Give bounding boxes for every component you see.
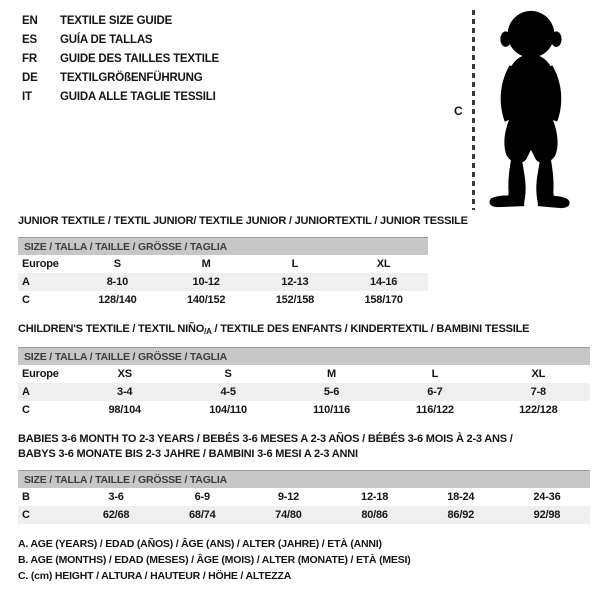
section-babies-textile <box>18 432 590 524</box>
table-row <box>18 383 590 401</box>
table-cell: 140/152 <box>186 294 226 306</box>
table-rows <box>18 255 428 309</box>
row-label: A <box>22 276 30 288</box>
section-title: JUNIOR TEXTILE / TEXTIL JUNIOR/ TEXTILE JUNIOR / JUNIORTEXTIL / JUNIOR TESSILE <box>18 215 468 227</box>
size-tables-content <box>18 214 590 537</box>
table-cell: 3-4 <box>117 386 133 398</box>
table-cell: 4-5 <box>220 386 236 398</box>
table-cell: 80/86 <box>361 509 388 521</box>
children-size-table <box>18 347 590 419</box>
table-cell: L <box>431 368 439 380</box>
table-cell: 110/116 <box>312 404 351 416</box>
section-junior-textile <box>18 214 590 309</box>
title-part: CHILDREN'S TEXTILE / TEXTIL NIÑO <box>18 323 205 335</box>
table-cell: S <box>113 258 121 270</box>
lang-code: EN <box>22 15 38 27</box>
size-table-header: SIZE / TALLA / TAILLE / GRÖSSE / TAGLIA <box>18 347 590 365</box>
measure-dashed-line <box>472 10 475 210</box>
table-row <box>18 255 428 273</box>
table-cell: 152/158 <box>275 294 315 306</box>
section-children-textile <box>18 322 590 419</box>
table-cell: 98/104 <box>108 404 141 416</box>
table-row <box>18 488 590 506</box>
lang-row-en <box>22 12 219 31</box>
table-cell: 6-9 <box>194 491 210 503</box>
row-label: C <box>22 509 30 521</box>
height-measure-figure <box>448 8 580 212</box>
section-title <box>18 432 590 462</box>
table-cell: XS <box>117 368 132 380</box>
table-cell: 86/92 <box>447 509 475 521</box>
table-cell: 5-6 <box>323 386 340 398</box>
table-rows <box>18 488 590 524</box>
table-cell: M <box>327 368 336 380</box>
title-part: / TEXTILE DES ENFANTS / KINDERTEXTIL / BAMBINI TESSILE <box>211 323 530 335</box>
table-cell: 12-13 <box>281 276 309 288</box>
size-table-header: SIZE / TALLA / TAILLE / GRÖSSE / TAGLIA <box>18 237 428 255</box>
lang-row-de <box>22 69 219 88</box>
table-cell: 158/170 <box>364 294 403 306</box>
lang-code: FR <box>22 53 37 65</box>
table-cell: S <box>224 368 232 380</box>
table-cell: 122/128 <box>519 404 558 416</box>
lang-code: DE <box>22 72 38 84</box>
section-title <box>18 322 590 339</box>
table-row <box>18 365 590 383</box>
table-cell: 9-12 <box>277 491 300 503</box>
row-label: B <box>22 491 30 503</box>
table-cell: 68/74 <box>188 509 216 521</box>
table-cell: M <box>201 258 211 270</box>
baby-silhouette-icon <box>481 8 579 212</box>
size-table-header: SIZE / TALLA / TAILLE / GRÖSSE / TAGLIA <box>18 470 590 488</box>
table-cell: 10-12 <box>192 276 220 288</box>
row-label: C <box>22 404 30 416</box>
junior-size-table <box>18 237 428 309</box>
lang-row-fr <box>22 50 219 69</box>
lang-label: GUÍA DE TALLAS <box>60 34 153 46</box>
table-row <box>18 401 590 419</box>
table-cell: 7-8 <box>530 386 546 398</box>
title-line-1: BABIES 3-6 MONTH TO 2-3 YEARS / BEBÉS 3-6 MESES A 2-3 AÑOS / BÉBÉS 3-6 MOIS À 2-3 ANS / <box>18 433 513 445</box>
row-label: Europe <box>22 258 59 270</box>
table-cell: 12-18 <box>361 491 389 503</box>
table-cell: 24-36 <box>533 491 561 503</box>
lang-row-it <box>22 88 219 107</box>
footnote-b: B. AGE (MONTHS) / EDAD (MESES) / ÂGE (MOIS) / ALTER (MONATE) / ETÀ (MESI) <box>18 554 411 566</box>
footnote-c: C. (cm) HEIGHT / ALTURA / HAUTEUR / HÖHE / ALTEZZA <box>18 570 292 582</box>
table-cell: 74/80 <box>275 509 302 521</box>
lang-label: TEXTILE SIZE GUIDE <box>60 15 173 27</box>
table-cell: 18-24 <box>447 491 475 503</box>
table-row <box>18 506 590 524</box>
table-cell: 104/110 <box>209 404 247 416</box>
lang-label: TEXTILGRÖßENFÜHRUNG <box>60 72 203 84</box>
table-row <box>18 291 428 309</box>
table-cell: 92/98 <box>533 509 561 521</box>
lang-code: ES <box>22 34 37 46</box>
row-label: A <box>22 386 30 398</box>
footnote-a: A. AGE (YEARS) / EDAD (AÑOS) / ÂGE (ANS) / ALTER (JAHRE) / ETÀ (ANNI) <box>18 538 382 550</box>
lang-row-es <box>22 31 219 50</box>
footnotes <box>18 536 411 584</box>
babies-size-table <box>18 470 590 524</box>
title-subscript: /A <box>204 327 212 336</box>
lang-label: GUIDA ALLE TAGLIE TESSILI <box>60 91 216 103</box>
table-cell: 8-10 <box>106 276 128 288</box>
row-label: C <box>22 294 30 306</box>
table-row <box>18 273 428 291</box>
table-cell: 62/68 <box>102 509 130 521</box>
table-cell: 6-7 <box>427 386 443 398</box>
table-rows <box>18 365 590 419</box>
lang-code: IT <box>22 91 32 103</box>
table-cell: L <box>291 258 299 270</box>
row-label: Europe <box>22 368 59 380</box>
table-cell: 3-6 <box>108 491 124 503</box>
table-cell: 128/140 <box>98 294 137 306</box>
language-list <box>22 12 219 107</box>
table-cell: XL <box>531 368 546 380</box>
table-cell: 14-16 <box>370 276 398 288</box>
measure-c-label: C <box>454 104 463 118</box>
lang-label: GUIDE DES TAILLES TEXTILE <box>60 53 219 65</box>
table-cell: XL <box>376 258 391 270</box>
title-line-2: BABYS 3-6 MONATE BIS 2-3 JAHRE / BAMBINI 3-6 MESI A 2-3 ANNI <box>18 448 358 460</box>
table-cell: 116/122 <box>416 404 454 416</box>
